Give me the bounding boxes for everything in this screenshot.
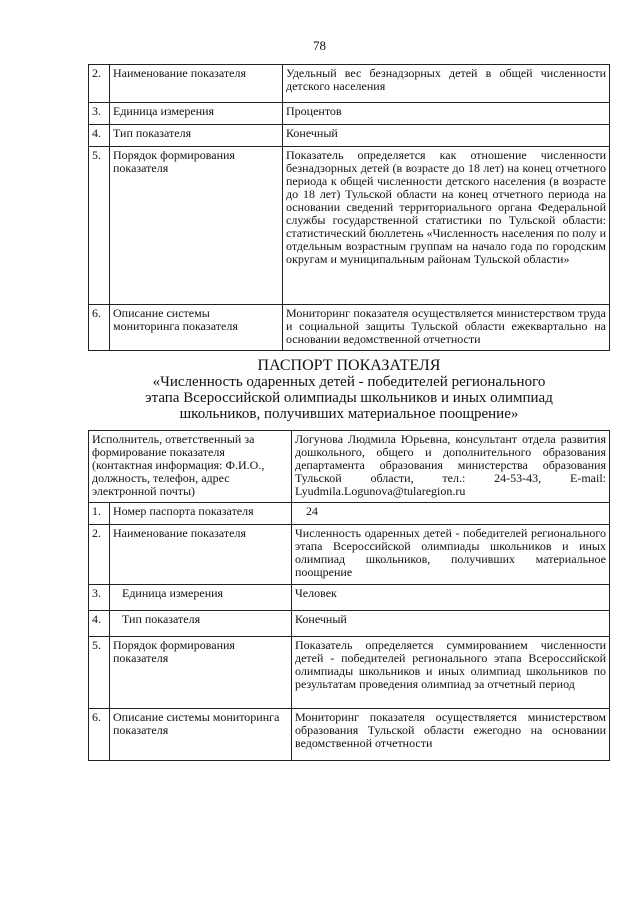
table-row bbox=[89, 637, 610, 709]
row-number: 3. bbox=[89, 585, 110, 611]
row-label: Наименование показателя bbox=[110, 525, 292, 585]
indicator-table-previous bbox=[88, 64, 610, 351]
row-value: Численность одаренных детей - победителей регионального этапа Всероссийской олимпиады школьников и иных олимпиад школьников, получивших материальное поощрение bbox=[292, 525, 610, 585]
passport-heading bbox=[88, 357, 610, 422]
row-label: Тип показателя bbox=[110, 611, 292, 637]
row-value: Конечный bbox=[283, 125, 610, 147]
executor-label: Исполнитель, ответственный за формирование показателя (контактная информация: Ф.И.О., должность, телефон, адрес электронной почты) bbox=[89, 431, 292, 503]
row-number: 5. bbox=[89, 637, 110, 709]
row-number: 4. bbox=[89, 611, 110, 637]
row-number: 5. bbox=[89, 147, 110, 305]
table-row bbox=[89, 611, 610, 637]
row-label: Наименование показателя bbox=[110, 65, 283, 103]
row-number: 6. bbox=[89, 709, 110, 761]
table-row bbox=[89, 147, 610, 305]
row-label: Единица измерения bbox=[110, 103, 283, 125]
passport-title: ПАСПОРТ ПОКАЗАТЕЛЯ bbox=[257, 357, 441, 374]
row-label: Описание системы мониторинга показателя bbox=[110, 709, 292, 761]
row-label: Порядок формирования показателя bbox=[110, 147, 283, 305]
page-number: 78 bbox=[313, 38, 326, 53]
table-row bbox=[89, 305, 610, 351]
passport-subtitle-line: школьников, получивших материальное поощрение» bbox=[179, 406, 519, 422]
indicator-passport-table bbox=[88, 430, 610, 761]
row-number: 1. bbox=[89, 503, 110, 525]
row-value: Конечный bbox=[292, 611, 610, 637]
row-value: Мониторинг показателя осуществляется министерством труда и социальной защиты Тульской области ежеквартально на основании ведомственной отчетности bbox=[283, 305, 610, 351]
table-row bbox=[89, 525, 610, 585]
row-value: Человек bbox=[292, 585, 610, 611]
row-value: Показатель определяется как отношение численности безнадзорных детей (в возрасте до 18 лет) на конец отчетного периода к общей численности детского населения (в возрасте до 18 лет) Тульской области на конец отчетного периода на основании сведений территориального органа Федеральной службы государственной статистики по Тульской области: статистический бюллетень «Численность населения по полу и отдельным возрастным группам на начало года по городским округам и муниципальным районам Тульской области» bbox=[283, 147, 610, 305]
row-value: Показатель определяется суммированием численности детей - победителей регионального этапа Всероссийской олимпиады школьников и иных олимпиад школьников по результатам проведения олимпиад за отчетный период bbox=[292, 637, 610, 709]
table-row bbox=[89, 65, 610, 103]
table-row bbox=[89, 103, 610, 125]
row-label: Описание системы мониторинга показателя bbox=[110, 305, 283, 351]
row-number: 6. bbox=[89, 305, 110, 351]
row-number: 3. bbox=[89, 103, 110, 125]
table-row bbox=[89, 585, 610, 611]
row-value: Удельный вес безнадзорных детей в общей численности детского населения bbox=[283, 65, 610, 103]
executor-value: Логунова Людмила Юрьевна, консультант отдела развития дошкольного, общего и дополнительного образования департамента образования министерства образования Тульской области, тел.: 24-53-43, E-mail: Lyudmila.Logunova@tularegion.ru bbox=[292, 431, 610, 503]
row-value: Процентов bbox=[283, 103, 610, 125]
table-row bbox=[89, 503, 610, 525]
row-label: Номер паспорта показателя bbox=[110, 503, 292, 525]
row-number: 2. bbox=[89, 65, 110, 103]
row-value: Мониторинг показателя осуществляется министерством образования Тульской области ежегодно на основании ведомственной отчетности bbox=[292, 709, 610, 761]
table-row bbox=[89, 709, 610, 761]
passport-subtitle-line: этапа Всероссийской олимпиады школьников и иных олимпиад bbox=[145, 390, 553, 406]
row-number: 2. bbox=[89, 525, 110, 585]
table-row bbox=[89, 431, 610, 503]
row-value: 24 bbox=[292, 503, 610, 525]
row-label: Порядок формирования показателя bbox=[110, 637, 292, 709]
row-number: 4. bbox=[89, 125, 110, 147]
row-label: Тип показателя bbox=[110, 125, 283, 147]
table-row bbox=[89, 125, 610, 147]
passport-subtitle-line: «Численность одаренных детей - победителей регионального bbox=[152, 374, 546, 390]
row-label: Единица измерения bbox=[110, 585, 292, 611]
